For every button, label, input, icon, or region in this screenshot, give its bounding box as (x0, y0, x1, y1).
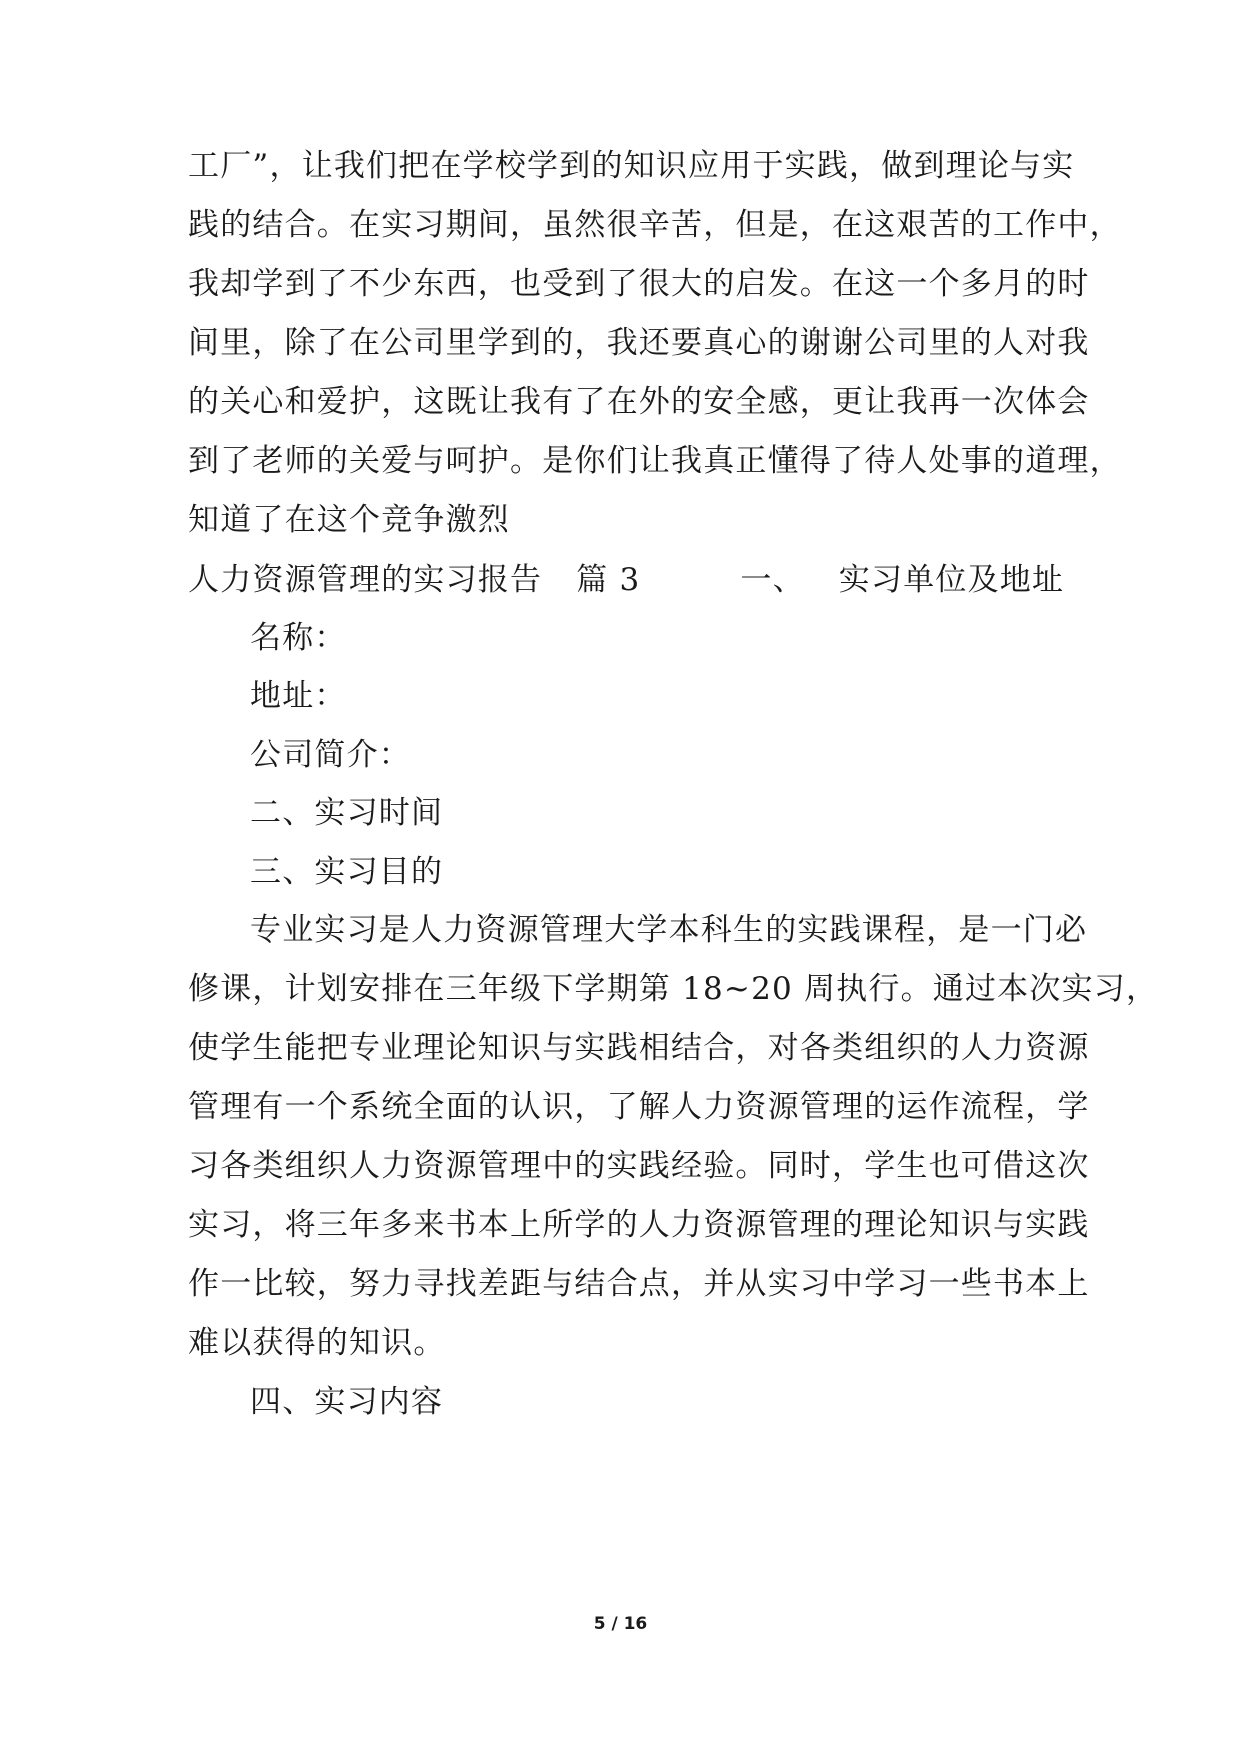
section-heading-time: 二、实习时间 (250, 795, 444, 831)
field-name-label: 名称： (250, 620, 347, 656)
paragraph-line: 修课，计划安排在三年级下学期第 18~20 周执行。通过本次实习， (188, 971, 1159, 1007)
report-number: 篇 3 (576, 562, 641, 598)
paragraph-line: 践的结合。在实习期间，虽然很辛苦，但是，在这艰苦的工作中， (188, 207, 1122, 243)
section-title: 实习单位及地址 (838, 562, 1065, 598)
section-heading-purpose: 三、实习目的 (250, 854, 444, 890)
paragraph-line: 使学生能把专业理论知识与实践相结合，对各类组织的人力资源 (188, 1030, 1090, 1066)
report-title: 人力资源管理的实习报告 (188, 562, 543, 598)
paragraph-line: 实习，将三年多来书本上所学的人力资源管理的理论知识与实践 (188, 1207, 1090, 1243)
paragraph-line: 知道了在这个竞争激烈 (188, 502, 510, 538)
section-heading-content: 四、实习内容 (250, 1384, 444, 1420)
paragraph-line: 专业实习是人力资源管理大学本科生的实践课程，是一门必 (250, 912, 1088, 948)
paragraph-line: 间里，除了在公司里学到的，我还要真心的谢谢公司里的人对我 (188, 325, 1090, 361)
paragraph-line: 工厂”，让我们把在学校学到的知识应用于实践，做到理论与实 (188, 148, 1075, 184)
paragraph-line: 难以获得的知识。 (188, 1325, 446, 1361)
field-intro-label: 公司简介： (250, 737, 411, 773)
paragraph-line: 到了老师的关爱与呵护。是你们让我真正懂得了待人处事的道理， (188, 443, 1122, 479)
page-number: 5 / 16 (593, 1614, 648, 1634)
paragraph-line: 的关心和爱护，这既让我有了在外的安全感，更让我再一次体会 (188, 384, 1090, 420)
paragraph-line: 作一比较，努力寻找差距与结合点，并从实习中学习一些书本上 (188, 1266, 1090, 1302)
paragraph-line: 管理有一个系统全面的认识，了解人力资源管理的运作流程，学 (188, 1089, 1090, 1125)
paragraph-line: 习各类组织人力资源管理中的实践经验。同时，学生也可借这次 (188, 1148, 1090, 1184)
field-address-label: 地址： (250, 678, 347, 714)
paragraph-line: 我却学到了不少东西，也受到了很大的启发。在这一个多月的时 (188, 266, 1090, 302)
section-number: 一、 (740, 562, 805, 598)
report-heading (188, 560, 1068, 600)
